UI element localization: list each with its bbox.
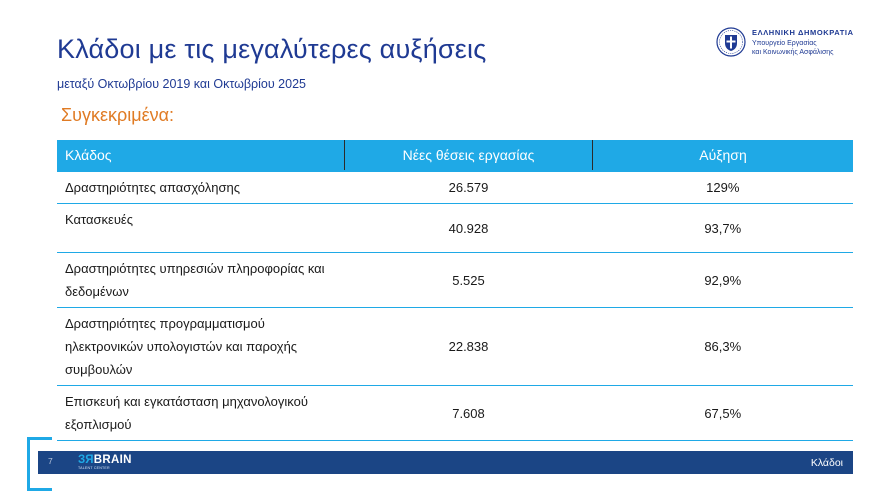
footer-bar	[38, 451, 853, 474]
cell-sector: Δραστηριότητες απασχόλησης	[57, 171, 345, 204]
cell-sector: Δραστηριότητες προγραμματισμού ηλεκτρονικών υπολογιστών και παροχής συμβουλών	[57, 308, 345, 386]
greek-state-seal-icon	[716, 27, 746, 57]
cell-sector: Κατασκευές	[57, 204, 345, 253]
cell-jobs: 22.838	[345, 308, 593, 386]
sectors-table	[57, 140, 853, 441]
section-heading: Συγκεκριμένα:	[61, 105, 175, 125]
brand-main: BRAIN	[93, 454, 132, 466]
cell-jobs: 7.608	[345, 386, 593, 441]
cell-sector: Δραστηριότητες υπηρεσιών πληροφορίας και δεδομένων	[57, 253, 345, 308]
page-number: 7	[48, 456, 53, 466]
cell-growth: 129%	[593, 171, 854, 204]
table-row	[57, 386, 853, 441]
cell-sector: Επισκευή και εγκατάσταση μηχανολογικού εξοπλισμού	[57, 386, 345, 441]
cell-growth: 93,7%	[593, 204, 854, 253]
cell-growth: 86,3%	[593, 308, 854, 386]
cell-jobs: 40.928	[345, 204, 593, 253]
brand-tagline: TALENT CENTER	[78, 466, 110, 470]
ministry-name	[752, 39, 834, 57]
brand-wordmark	[78, 454, 132, 466]
brand-logo	[78, 455, 138, 471]
table-header-row	[57, 140, 853, 171]
table-row	[57, 204, 853, 253]
footer-section-label: Κλάδοι	[810, 457, 843, 469]
table-row	[57, 171, 853, 204]
header-sector: Κλάδος	[57, 140, 345, 171]
ministry-line-2: και Κοινωνικής Ασφάλισης	[752, 49, 834, 56]
header-growth: Αύξηση	[593, 140, 854, 171]
ministry-line-1: Υπουργείο Εργασίας	[752, 40, 817, 47]
ministry-logo	[716, 25, 866, 59]
cell-growth: 67,5%	[593, 386, 854, 441]
table-row	[57, 253, 853, 308]
cell-growth: 92,9%	[593, 253, 854, 308]
page-title: Κλάδοι με τις μεγαλύτερες αυξήσεις	[57, 34, 487, 64]
header-jobs: Νέες θέσεις εργασίας	[345, 140, 593, 171]
org-name: ΕΛΛΗΝΙΚΗ ΔΗΜΟΚΡΑΤΙΑ	[752, 28, 854, 37]
cell-jobs: 26.579	[345, 171, 593, 204]
brand-prefix: ЗЯ	[78, 454, 94, 466]
page-subtitle: μεταξύ Οκτωβρίου 2019 και Οκτωβρίου 2025	[57, 77, 306, 91]
table-row	[57, 308, 853, 386]
cell-jobs: 5.525	[345, 253, 593, 308]
